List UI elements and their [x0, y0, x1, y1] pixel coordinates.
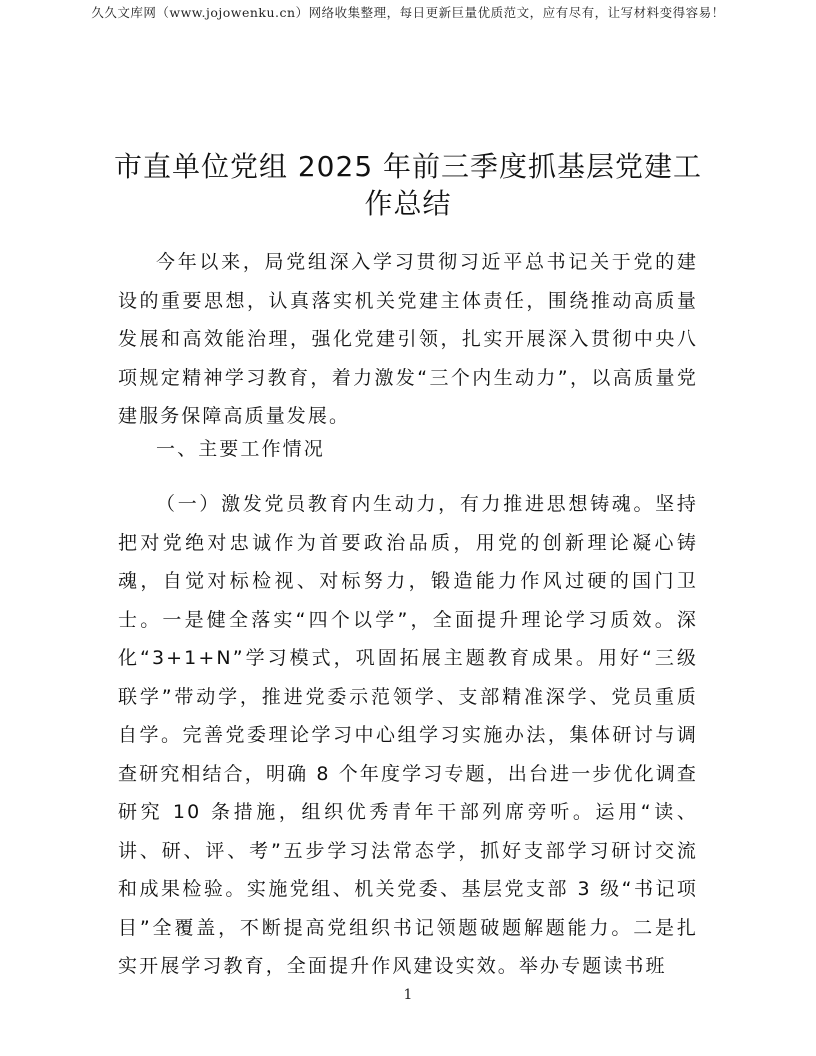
paragraph-text: （一）激发党员教育内生动力，有力推进思想铸魂。坚持把对党绝对忠诚作为首要政治品质，用党的创新理论凝心铸魂，自觉对标检视、对标努力，锻造能力作风过硬的国门卫士。一是健全落实“四个以学”，全面提升理论学习质效。深化“3+1+N”学习模式，巩固拓展主题教育成果。用好“三级联学”带动学，推进党委示范领学、支部精准深学、党员重质自学。完善党委理论学习中心组学习实施办法，集体研讨与调查研究相结合，明确 8 个年度学习专题，出台进一步优化调查研究 10 条措施，组织优秀青年干部列席旁听。运用“读、讲、研、评、考”五步学习法常态学，抓好支部学习研讨交流和成果检验。实施党组、机关党委、基层党支部 3 级“书记项目”全覆盖，不断提高党组织书记领题破题解题能力。二是扎实开展学习教育，全面提升作风建设实效。举办专题读书班: [118, 493, 698, 977]
section-heading-text: 一、主要工作情况: [156, 438, 325, 460]
body-paragraph-section-1: [118, 485, 698, 986]
paragraph-text: 今年以来，局党组深入学习贯彻习近平总书记关于党的建设的重要思想，认真落实机关党建主体责任，围绕推动高质量发展和高效能治理，强化党建引领，扎实开展深入贯彻中央八项规定精神学习教育，着力激发“三个内生动力”，以高质量党建服务保障高质量发展。: [118, 251, 698, 427]
section-heading: [118, 430, 698, 469]
page-number: 1: [403, 987, 413, 1003]
title-line-2: 作总结: [364, 187, 452, 220]
body-paragraph-intro: [118, 243, 698, 436]
document-title: [100, 148, 716, 222]
document-header-note: 久久文库网（www.jojowenku.cn）网络收集整理，每日更新巨量优质范文，应有尽有，让写材料变得容易！: [91, 5, 725, 20]
title-line-1: 市直单位党组 2025 年前三季度抓基层党建工: [113, 150, 703, 183]
